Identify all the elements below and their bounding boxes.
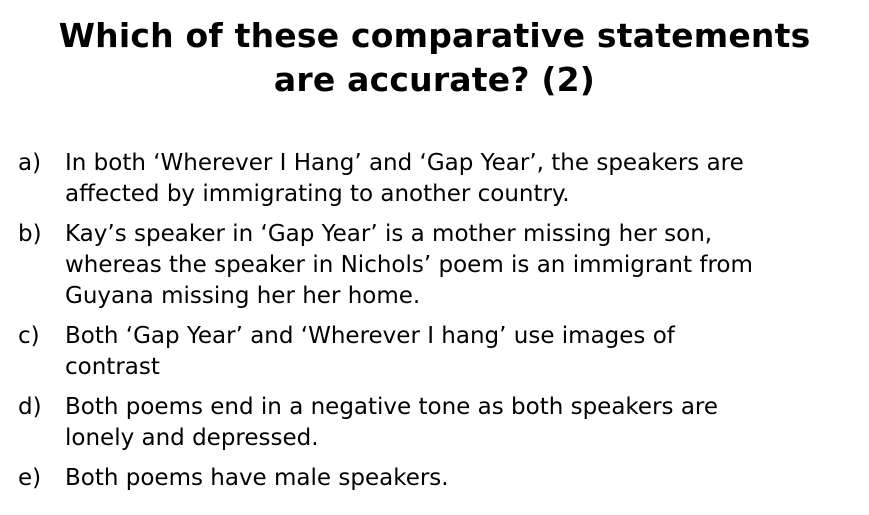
- option-text: In both ‘Wherever I Hang’ and ‘Gap Year’, the speakers are affected by immigrating to another country.: [65, 150, 744, 207]
- slide-title-line-2: are accurate? (2): [273, 60, 596, 99]
- answer-option-b: [18, 219, 858, 312]
- option-text: Both poems end in a negative tone as both speakers are lonely and depressed.: [65, 394, 719, 451]
- option-text: Both poems have male speakers.: [65, 465, 449, 491]
- slide-title: [0, 14, 869, 102]
- option-letter: b): [18, 221, 42, 247]
- answer-option-d: [18, 392, 858, 454]
- answer-options-list: [18, 148, 858, 503]
- option-letter: a): [18, 150, 42, 176]
- option-letter: d): [18, 394, 42, 420]
- option-text: Kay’s speaker in ‘Gap Year’ is a mother missing her son, whereas the speaker in Nichols’ poem is an immigrant from Guyana missing her her home.: [65, 221, 753, 309]
- option-letter: e): [18, 465, 42, 491]
- answer-option-c: [18, 321, 858, 383]
- option-letter: c): [18, 323, 40, 349]
- answer-option-a: [18, 148, 858, 210]
- answer-option-e: [18, 463, 858, 494]
- slide-title-line-1: Which of these comparative statements: [58, 16, 811, 55]
- option-text: Both ‘Gap Year’ and ‘Wherever I hang’ use images of contrast: [65, 323, 675, 380]
